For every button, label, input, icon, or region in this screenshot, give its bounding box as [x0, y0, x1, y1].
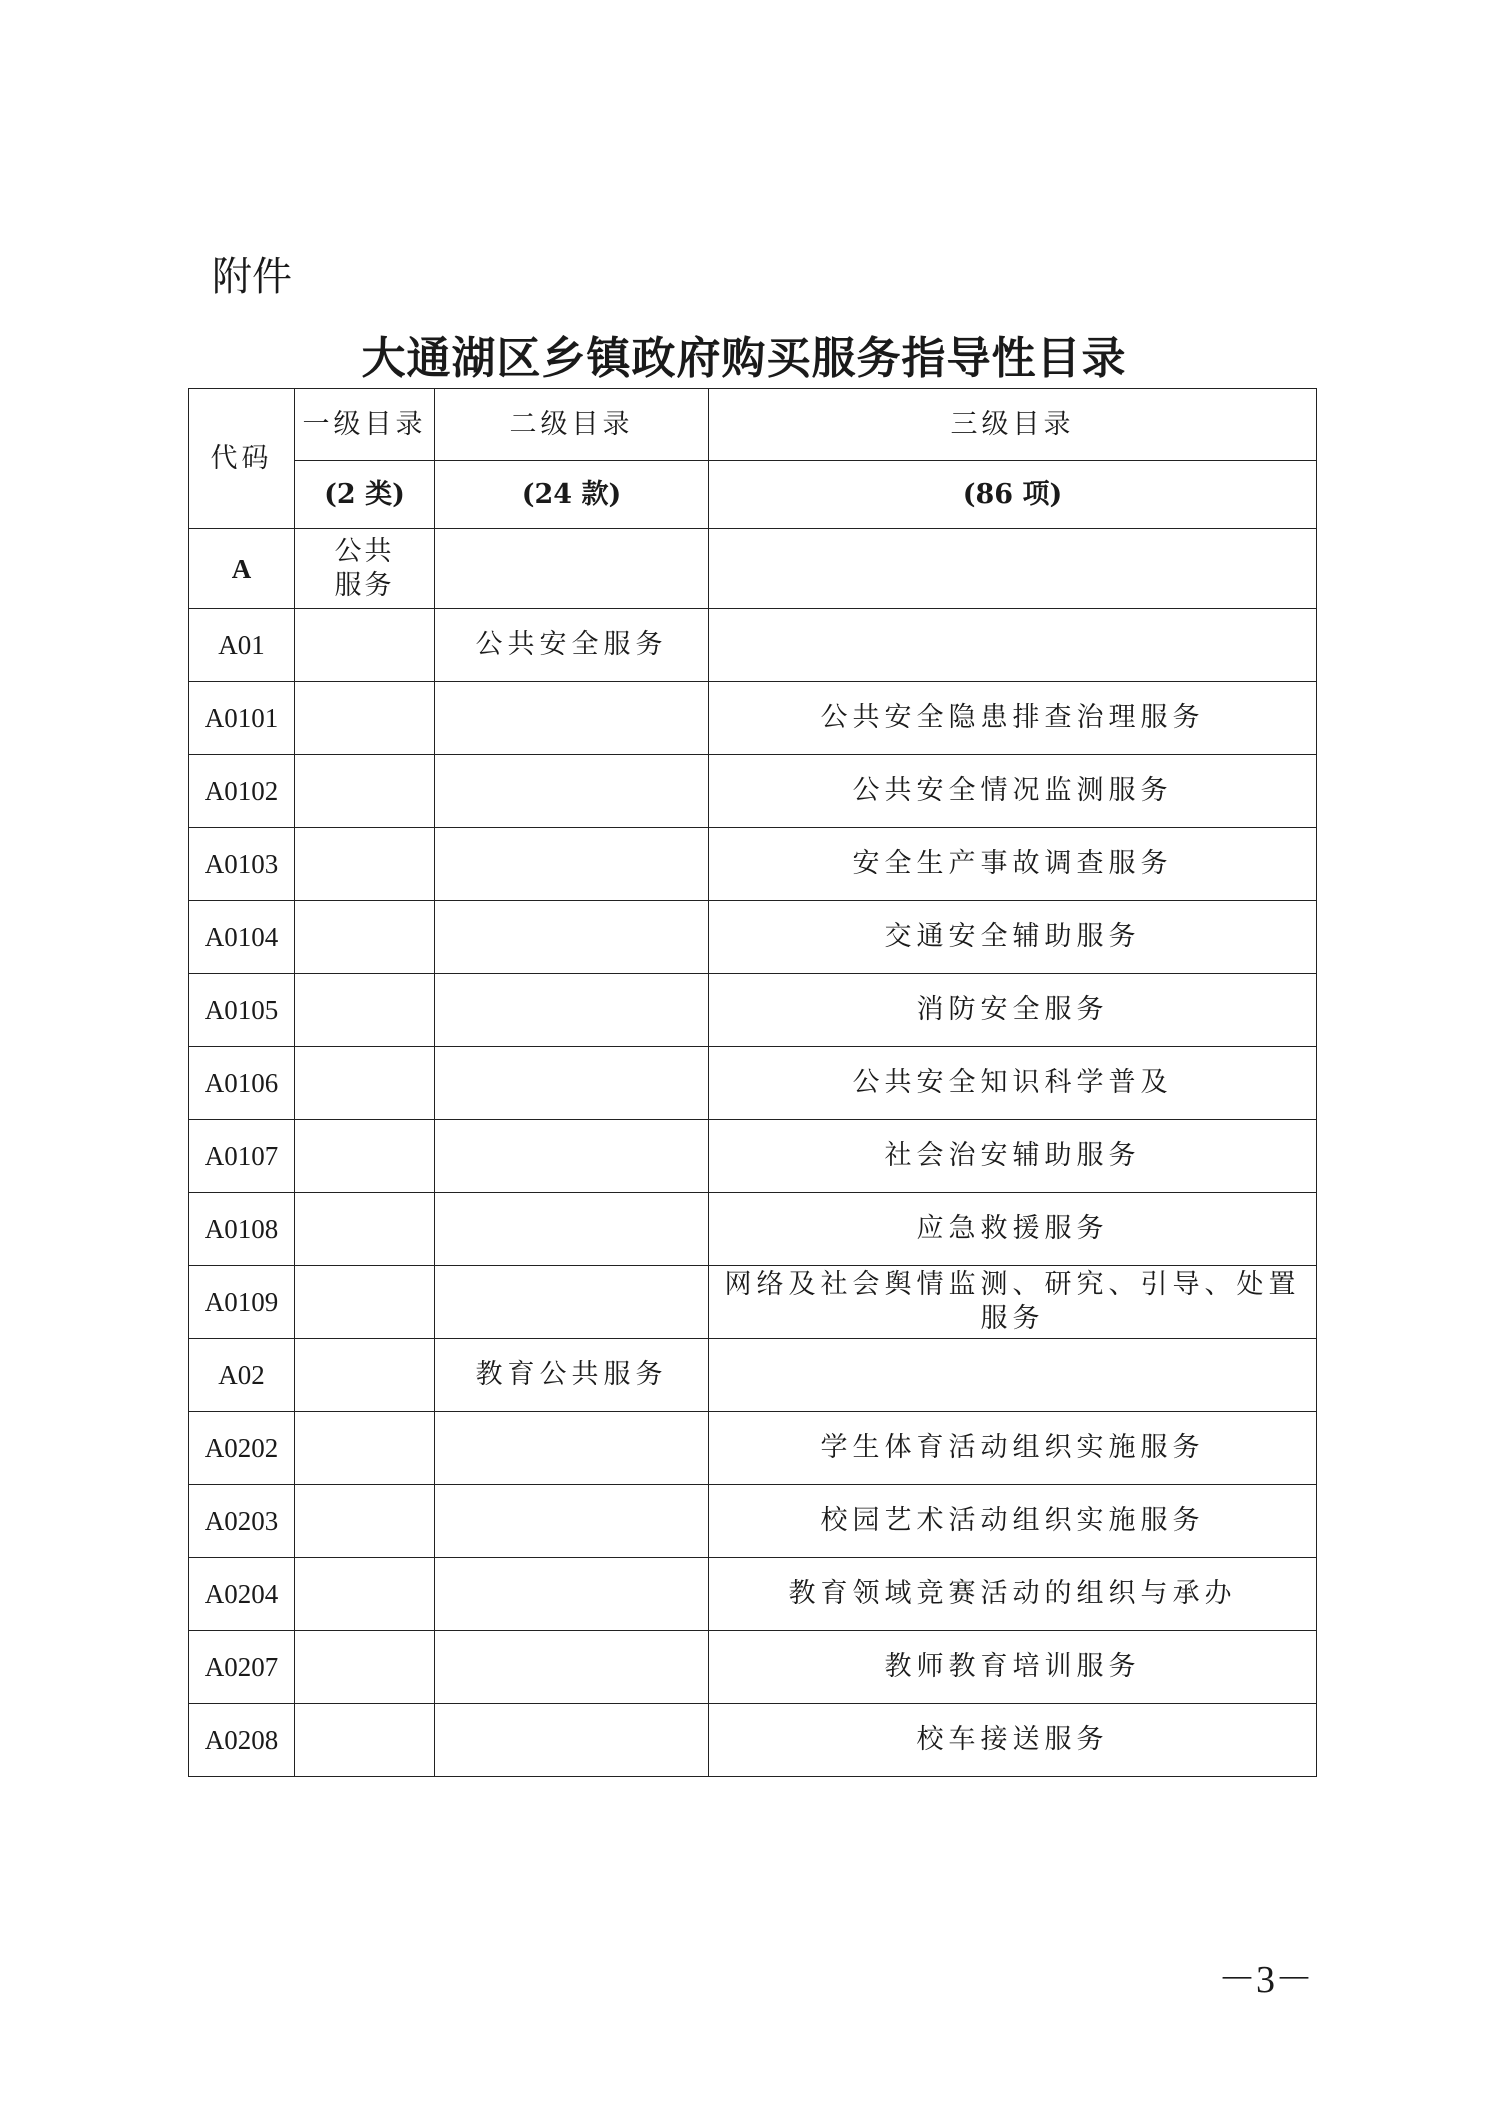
table-row	[189, 1704, 1317, 1777]
row-level3: 教育领域竞赛活动的组织与承办	[709, 1558, 1317, 1631]
row-level3: 交通安全辅助服务	[709, 901, 1317, 974]
row-code: A0204	[189, 1558, 295, 1631]
header-level2-count: (24 款)	[435, 461, 709, 529]
row-code: A0203	[189, 1485, 295, 1558]
row-level2	[435, 755, 709, 828]
header-level3: 三级目录	[709, 389, 1317, 461]
row-level2	[435, 1193, 709, 1266]
table-row	[189, 755, 1317, 828]
row-code: A0104	[189, 901, 295, 974]
row-level3: 校园艺术活动组织实施服务	[709, 1485, 1317, 1558]
row-level3: 教师教育培训服务	[709, 1631, 1317, 1704]
catalog-body	[189, 389, 1317, 1777]
table-row	[189, 1631, 1317, 1704]
header-level1-count: (2 类)	[295, 461, 435, 529]
row-level3: 学生体育活动组织实施服务	[709, 1412, 1317, 1485]
row-level1	[295, 1339, 435, 1412]
row-code: A02	[189, 1339, 295, 1412]
row-code: A0103	[189, 828, 295, 901]
header-row-1	[189, 389, 1317, 461]
row-level2	[435, 1266, 709, 1339]
table-row	[189, 1266, 1317, 1339]
row-level2	[435, 901, 709, 974]
row-level1	[295, 1412, 435, 1485]
row-level3: 校车接送服务	[709, 1704, 1317, 1777]
row-level3	[709, 609, 1317, 682]
header-level2: 二级目录	[435, 389, 709, 461]
row-level3: 社会治安辅助服务	[709, 1120, 1317, 1193]
row-level3: 消防安全服务	[709, 974, 1317, 1047]
row-code: A01	[189, 609, 295, 682]
table-row	[189, 1047, 1317, 1120]
row-level1	[295, 1047, 435, 1120]
attachment-label: 附件	[212, 254, 292, 300]
row-level1	[295, 828, 435, 901]
table-row	[189, 1485, 1317, 1558]
row-level2: 公共安全服务	[435, 609, 709, 682]
row-level3: 公共安全情况监测服务	[709, 755, 1317, 828]
row-code: A0207	[189, 1631, 295, 1704]
top-category-name-line1: 公共	[334, 535, 395, 567]
row-code: A0106	[189, 1047, 295, 1120]
document-title: 大通湖区乡镇政府购买服务指导性目录	[361, 333, 1127, 384]
row-level2	[435, 682, 709, 755]
row-code: A0105	[189, 974, 295, 1047]
table-row	[189, 974, 1317, 1047]
row-level2	[435, 828, 709, 901]
row-level3: 公共安全知识科学普及	[709, 1047, 1317, 1120]
row-level2	[435, 1558, 709, 1631]
row-code: A0109	[189, 1266, 295, 1339]
row-code: A0102	[189, 755, 295, 828]
row-level1	[295, 755, 435, 828]
row-level3: 应急救援服务	[709, 1193, 1317, 1266]
row-level1	[295, 1193, 435, 1266]
header-code: 代码	[189, 389, 295, 529]
table-row	[189, 1558, 1317, 1631]
row-level3: 安全生产事故调查服务	[709, 828, 1317, 901]
table-row	[189, 609, 1317, 682]
table-row	[189, 1193, 1317, 1266]
row-level1	[295, 1704, 435, 1777]
row-code: A0101	[189, 682, 295, 755]
table-row	[189, 901, 1317, 974]
row-level2	[435, 1631, 709, 1704]
header-level3-count: (86 项)	[709, 461, 1317, 529]
row-level2	[435, 1120, 709, 1193]
row-level2	[435, 974, 709, 1047]
top-category-level3	[709, 529, 1317, 609]
row-level3	[709, 1339, 1317, 1412]
row-code: A0108	[189, 1193, 295, 1266]
row-level1	[295, 974, 435, 1047]
table-row	[189, 1339, 1317, 1412]
row-level2: 教育公共服务	[435, 1339, 709, 1412]
row-level1	[295, 1485, 435, 1558]
header-level1: 一级目录	[295, 389, 435, 461]
row-level2	[435, 1047, 709, 1120]
top-category-name-line2: 服务	[334, 569, 395, 601]
row-level2	[435, 1485, 709, 1558]
row-level3: 网络及社会舆情监测、研究、引导、处置服务	[709, 1266, 1317, 1339]
row-level1	[295, 1266, 435, 1339]
top-category-row	[189, 529, 1317, 609]
row-level1	[295, 901, 435, 974]
row-level1	[295, 1631, 435, 1704]
row-code: A0208	[189, 1704, 295, 1777]
row-code: A0202	[189, 1412, 295, 1485]
page-number: －3－	[1218, 1959, 1314, 2001]
table-row	[189, 682, 1317, 755]
row-level1	[295, 1558, 435, 1631]
top-category-code: A	[189, 529, 295, 609]
top-category-name	[295, 529, 435, 609]
row-level1	[295, 682, 435, 755]
table-row	[189, 828, 1317, 901]
row-level3: 公共安全隐患排查治理服务	[709, 682, 1317, 755]
top-category-level2	[435, 529, 709, 609]
header-row-2	[189, 461, 1317, 529]
row-level2	[435, 1412, 709, 1485]
row-level1	[295, 609, 435, 682]
row-code: A0107	[189, 1120, 295, 1193]
table-row	[189, 1412, 1317, 1485]
row-level1	[295, 1120, 435, 1193]
catalog-table	[188, 388, 1317, 1777]
row-level2	[435, 1704, 709, 1777]
table-row	[189, 1120, 1317, 1193]
